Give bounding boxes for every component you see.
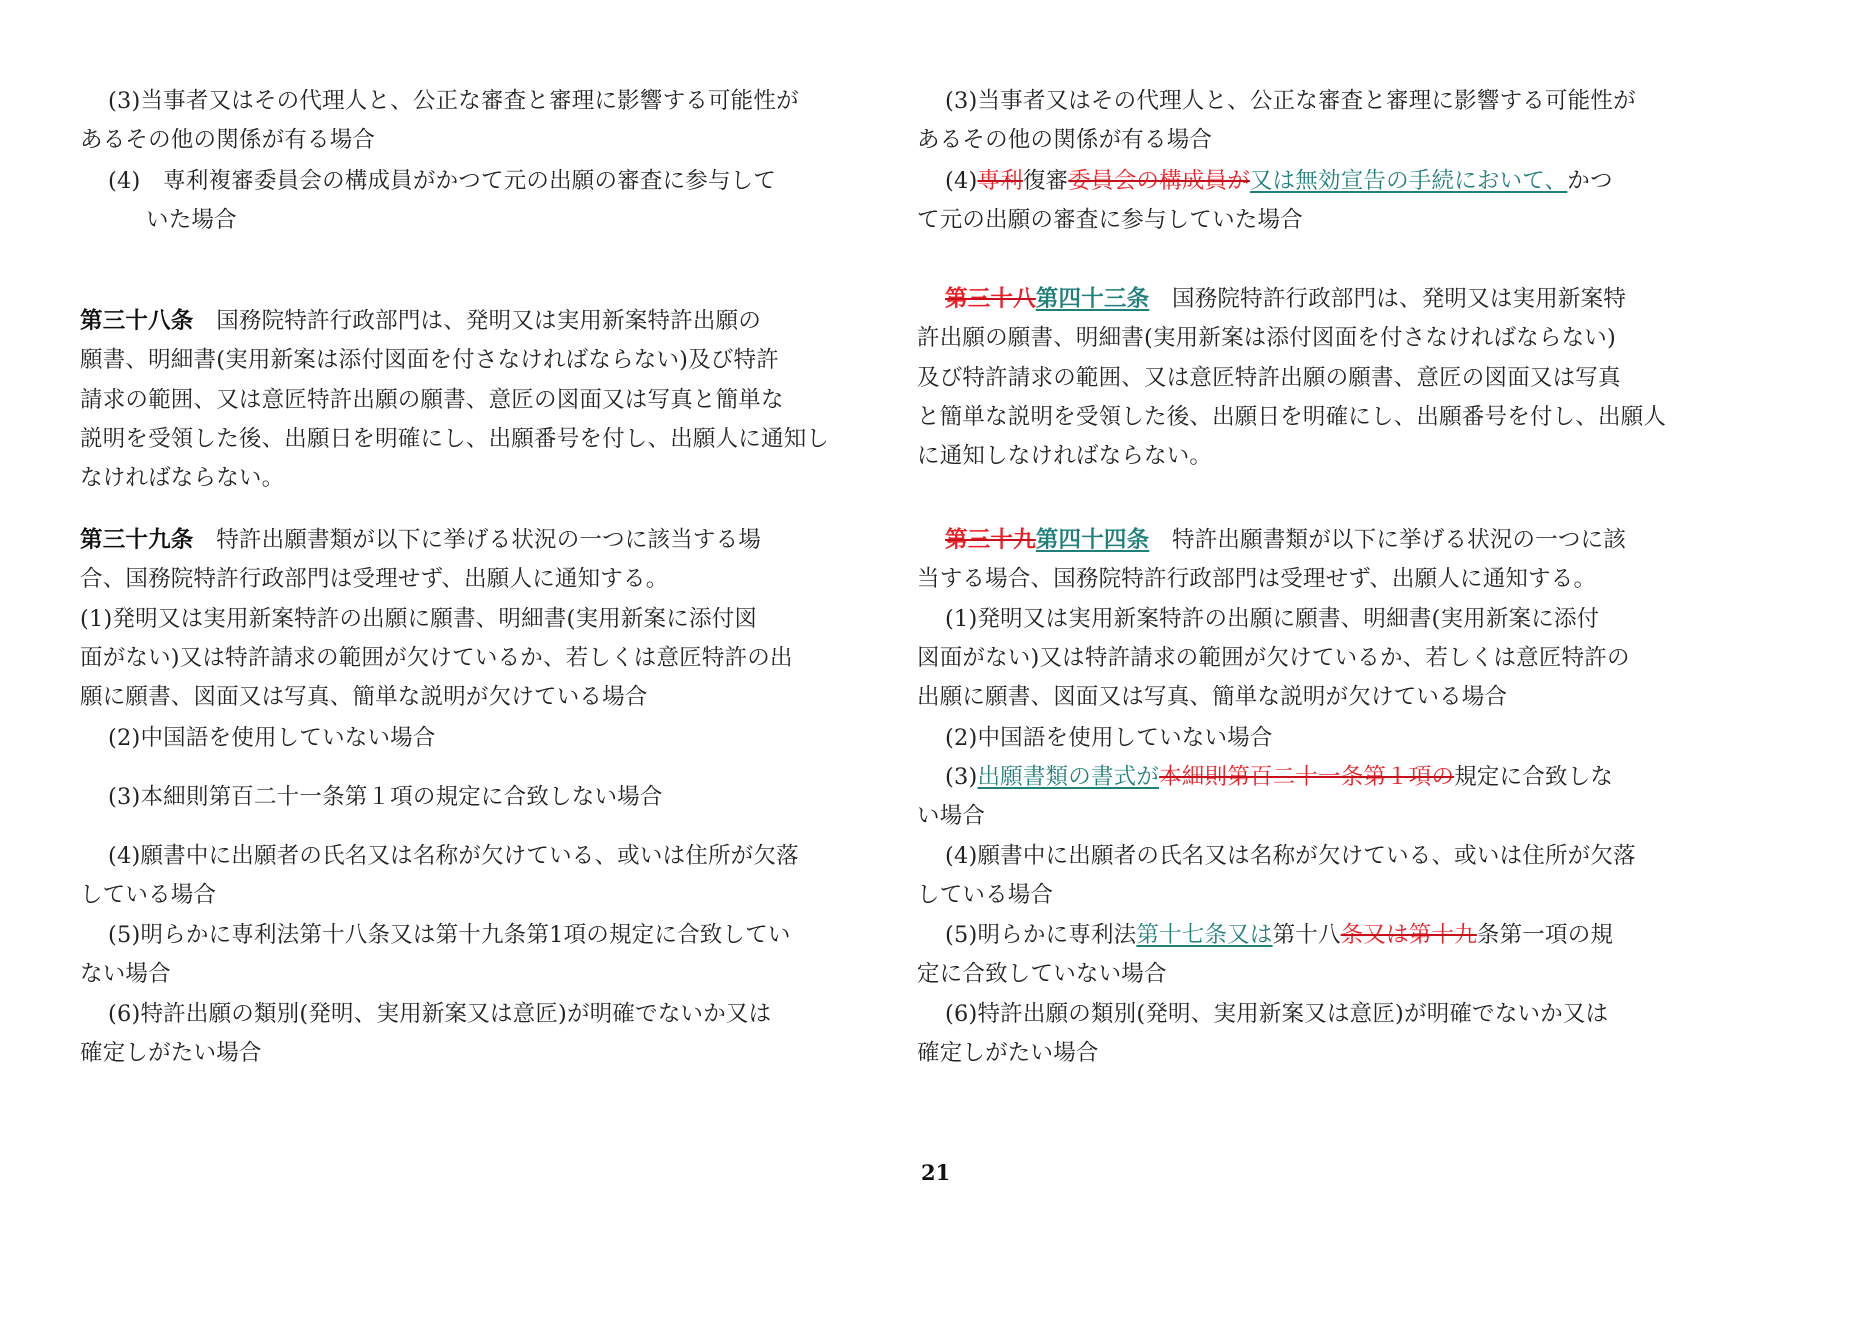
right-item4-line2: て元の出願の審査に参与していた場合 (917, 207, 1303, 233)
right-art44-item1-line3: 出願に願書、図面又は写真、簡単な説明が欠けている場合 (917, 684, 1508, 710)
right-art44-item3-line1 (945, 762, 1613, 792)
deleted-heading: 第三十八 (945, 286, 1036, 312)
right-art44-item4-line1: (4)願書中に出願者の氏名又は名称が欠けている、或いは住所が欠落 (945, 843, 1636, 869)
left-art39-item6-line2: 確定しがたい場合 (80, 1040, 262, 1066)
item-number: (4) (945, 168, 978, 194)
left-art39-item4-line2: している場合 (80, 882, 217, 908)
left-article38-line3: 請求の範囲、又は意匠特許出願の願書、意匠の図面又は写真と簡単な (80, 387, 784, 413)
left-article38-line1 (80, 306, 761, 336)
deleted-text: 専利 (977, 168, 1023, 194)
left-article38-line4: 説明を受領した後、出願日を明確にし、出願番号を付し、出願人に通知し (80, 426, 830, 452)
article38-heading: 第三十八条 (80, 308, 194, 334)
left-article39-line1 (80, 525, 761, 555)
kept-text: 第十八 (1272, 922, 1341, 948)
left-art39-item1-line2: 面がない)又は特許請求の範囲が欠けているか、若しくは意匠特許の出 (80, 645, 793, 671)
left-art39-item5-line2: ない場合 (80, 961, 171, 987)
article44-text: 特許出願書類が以下に挙げる状況の一つに該 (1172, 527, 1627, 553)
left-item4-line2: いた場合 (146, 207, 237, 233)
inserted-text: 出願書類の書式が (977, 764, 1160, 790)
deleted-text: 委員会の構成員が (1068, 168, 1250, 194)
kept-text: 条第一項の規 (1476, 922, 1614, 948)
left-art39-item4-line1: (4)願書中に出願者の氏名又は名称が欠けている、或いは住所が欠落 (108, 843, 799, 869)
right-article44-line2: 当する場合、国務院特許行政部門は受理せず、出願人に通知する。 (917, 566, 1597, 592)
right-article43-line2: 許出願の願書、明細書(実用新案は添付図面を付さなければならない) (917, 325, 1616, 351)
left-item3-line1: (3)当事者又はその代理人と、公正な審査と審理に影響する可能性が (108, 88, 799, 114)
kept-text: 規定に合致しな (1454, 764, 1614, 790)
right-item3-line2: あるその他の関係が有る場合 (917, 127, 1213, 153)
left-art39-item1-line3: 願に願書、図面又は写真、簡単な説明が欠けている場合 (80, 684, 648, 710)
article39-text: 特許出願書類が以下に挙げる状況の一つに該当する場 (216, 527, 762, 553)
article43-text: 国務院特許行政部門は、発明又は実用新案特 (1172, 286, 1627, 312)
kept-text: (5)明らかに専利法 (945, 922, 1137, 948)
left-item4-line1: (4) 専利複審委員会の構成員がかつて元の出願の審査に参与して (108, 168, 777, 194)
right-art44-item1-line1: (1)発明又は実用新案特許の出願に願書、明細書(実用新案に添付 (945, 606, 1600, 632)
right-art44-item3-line2: い場合 (917, 803, 986, 829)
left-art39-item6-line1: (6)特許出願の類別(発明、実用新案又は意匠)が明確でないか又は (108, 1001, 772, 1027)
right-article44-line1 (945, 525, 1626, 555)
right-art44-item6-line2: 確定しがたい場合 (917, 1040, 1099, 1066)
left-article38-line5: なければならない。 (80, 465, 285, 491)
deleted-text: 本細則第百二十一条第１項の (1159, 764, 1455, 790)
right-art44-item5-line2: 定に合致していない場合 (917, 961, 1167, 987)
right-article43-line1 (945, 284, 1626, 314)
article38-text: 国務院特許行政部門は、発明又は実用新案特許出願の (216, 308, 762, 334)
right-art44-item5-line1 (945, 920, 1613, 950)
inserted-text: 又は無効宣告の手続において、 (1249, 168, 1568, 194)
right-article43-line5: に通知しなければならない。 (917, 443, 1213, 469)
page-number: 21 (921, 1160, 951, 1185)
left-article39-line2: 合、国務院特許行政部門は受理せず、出願人に通知する。 (80, 566, 669, 592)
right-art44-item6-line1: (6)特許出願の類別(発明、実用新案又は意匠)が明確でないか又は (945, 1001, 1609, 1027)
right-article43-line3: 及び特許請求の範囲、又は意匠特許出願の願書、意匠の図面又は写真 (917, 365, 1621, 391)
inserted-heading: 第四十四条 (1035, 527, 1150, 553)
left-article38-line2: 願書、明細書(実用新案は添付図面を付さなければならない)及び特許 (80, 347, 779, 373)
inserted-text: 第十七条又は (1136, 922, 1273, 948)
right-item3-line1: (3)当事者又はその代理人と、公正な審査と審理に影響する可能性が (945, 88, 1636, 114)
inserted-heading: 第四十三条 (1035, 286, 1150, 312)
kept-text: 復審 (1022, 168, 1069, 194)
deleted-heading: 第三十九 (945, 527, 1036, 553)
right-art44-item2: (2)中国語を使用していない場合 (945, 725, 1273, 751)
left-item3-line2: あるその他の関係が有る場合 (80, 127, 376, 153)
kept-text: かつ (1567, 168, 1613, 194)
left-art39-item3: (3)本細則第百二十一条第１項の規定に合致しない場合 (108, 784, 663, 810)
left-art39-item2: (2)中国語を使用していない場合 (108, 725, 436, 751)
article39-heading: 第三十九条 (80, 527, 194, 553)
deleted-text: 条又は第十九 (1340, 922, 1477, 948)
right-art44-item4-line2: している場合 (917, 882, 1054, 908)
item-number: (3) (945, 764, 978, 790)
right-item4-line1 (945, 166, 1613, 196)
right-art44-item1-line2: 図面がない)又は特許請求の範囲が欠けているか、若しくは意匠特許の (917, 645, 1630, 671)
left-art39-item1-line1: (1)発明又は実用新案特許の出願に願書、明細書(実用新案に添付図 (80, 606, 758, 632)
right-article43-line4: と簡単な説明を受領した後、出願日を明確にし、出願番号を付し、出願人 (917, 404, 1667, 430)
left-art39-item5-line1: (5)明らかに専利法第十八条又は第十九条第1項の規定に合致してい (108, 922, 791, 948)
